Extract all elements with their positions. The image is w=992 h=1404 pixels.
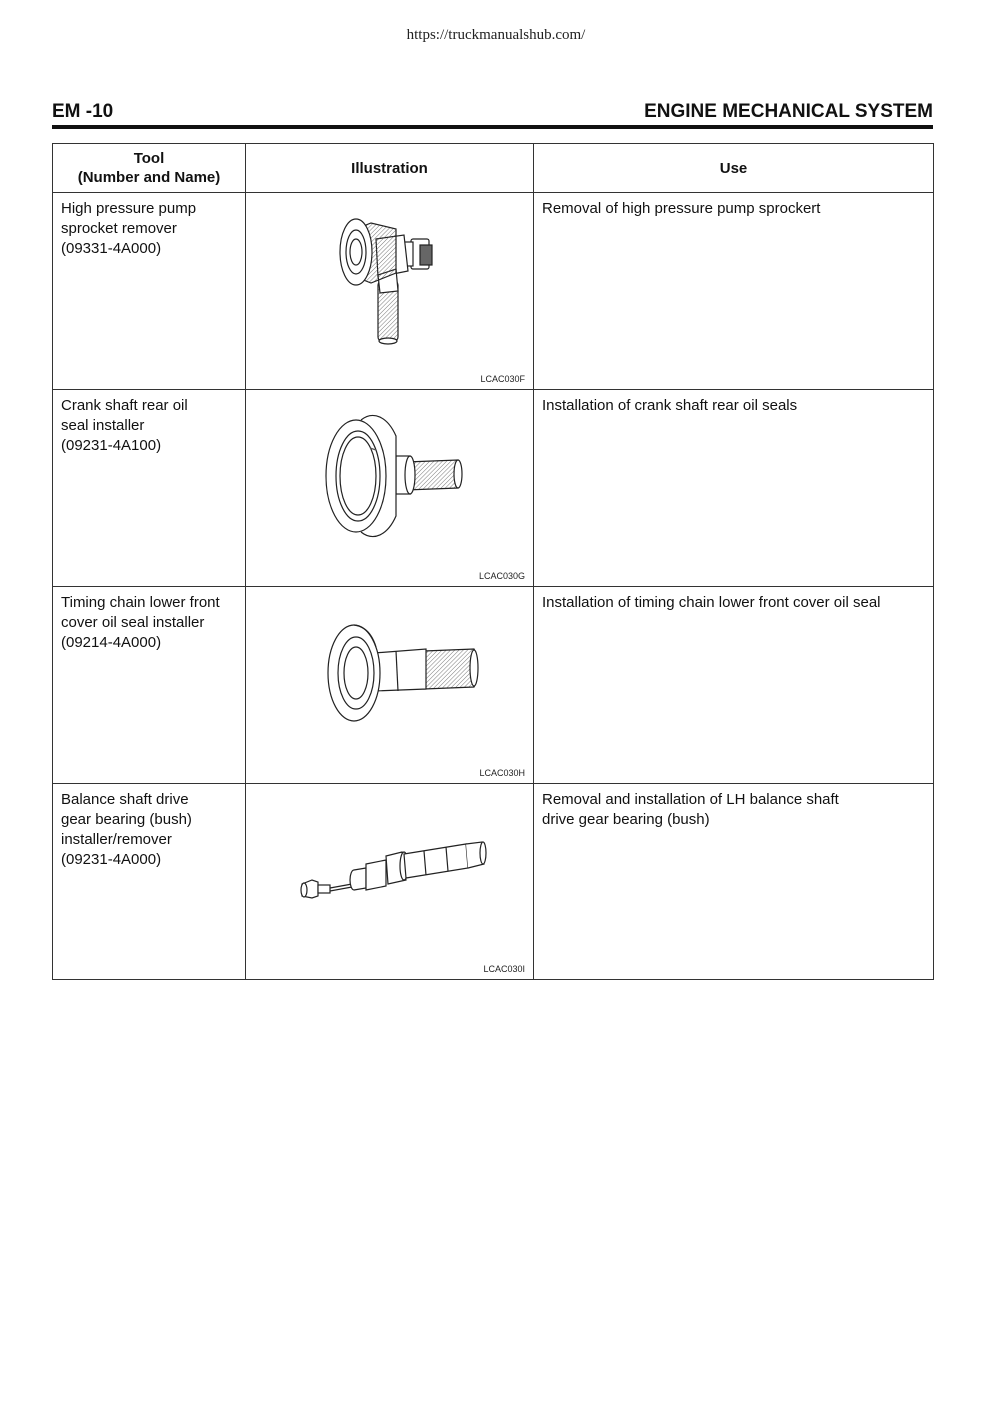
tool-name-cell — [53, 784, 246, 980]
tool-name-line: installer/remover — [61, 831, 172, 848]
tool-name-line: High pressure pump — [61, 200, 197, 217]
use-cell — [534, 587, 934, 784]
bush-installer-remover-illustration — [246, 784, 534, 980]
illustration-cell — [246, 193, 534, 390]
tool-number: (09331-4A000) — [61, 240, 162, 257]
column-header-use: Use — [534, 144, 934, 193]
tool-number: (09231-4A000) — [61, 851, 162, 868]
source-url: https://truckmanualshub.com/ — [406, 27, 586, 43]
illustration-cell — [246, 390, 534, 587]
table-header-row — [53, 144, 934, 193]
use-text: Installation of timing chain lower front cover oil seal — [542, 594, 881, 611]
figure-code: LCAC030F — [480, 374, 525, 384]
tool-name-line: cover oil seal installer — [61, 614, 205, 631]
table-row — [53, 587, 934, 784]
sprocket-remover-illustration — [246, 193, 534, 390]
tool-name-line: gear bearing (bush) — [61, 811, 192, 828]
illustration-cell — [246, 587, 534, 784]
front-cover-oil-seal-installer-illustration — [246, 587, 534, 784]
page-number: EM -10 — [52, 101, 114, 122]
figure-code: LCAC030I — [483, 964, 525, 974]
use-text: Installation of crank shaft rear oil seals — [542, 397, 798, 414]
column-header-tool — [53, 144, 246, 193]
special-tools-table — [52, 143, 934, 980]
section-title: ENGINE MECHANICAL SYSTEM — [644, 101, 933, 122]
use-text: Removal of high pressure pump sprockert — [542, 200, 821, 217]
tool-name-line: Crank shaft rear oil — [61, 397, 188, 414]
tool-name-line: seal installer — [61, 417, 145, 434]
column-header-tool-line: (Number and Name) — [77, 169, 221, 186]
table-row — [53, 784, 934, 980]
use-text: drive gear bearing (bush) — [542, 811, 710, 828]
tool-name-line: Timing chain lower front — [61, 594, 220, 611]
column-header-illustration: Illustration — [246, 144, 534, 193]
figure-code: LCAC030H — [479, 768, 525, 778]
figure-code: LCAC030G — [478, 571, 525, 581]
table-row — [53, 193, 934, 390]
use-cell — [534, 390, 934, 587]
rear-oil-seal-installer-illustration — [246, 390, 534, 587]
use-cell — [534, 193, 934, 390]
tool-name-cell — [53, 193, 246, 390]
tool-name-cell — [53, 390, 246, 587]
tool-name-line: Balance shaft drive — [61, 791, 189, 808]
tool-name-cell — [53, 587, 246, 784]
column-header-tool-line: Tool — [133, 150, 165, 167]
tool-number: (09214-4A000) — [61, 634, 162, 651]
tool-number: (09231-4A100) — [61, 437, 162, 454]
page-header — [52, 101, 933, 125]
tool-name-line: sprocket remover — [61, 220, 177, 237]
header-rule — [52, 125, 933, 129]
illustration-cell — [246, 784, 534, 980]
use-text: Removal and installation of LH balance shaft — [542, 791, 839, 808]
use-cell — [534, 784, 934, 980]
table-row — [53, 390, 934, 587]
